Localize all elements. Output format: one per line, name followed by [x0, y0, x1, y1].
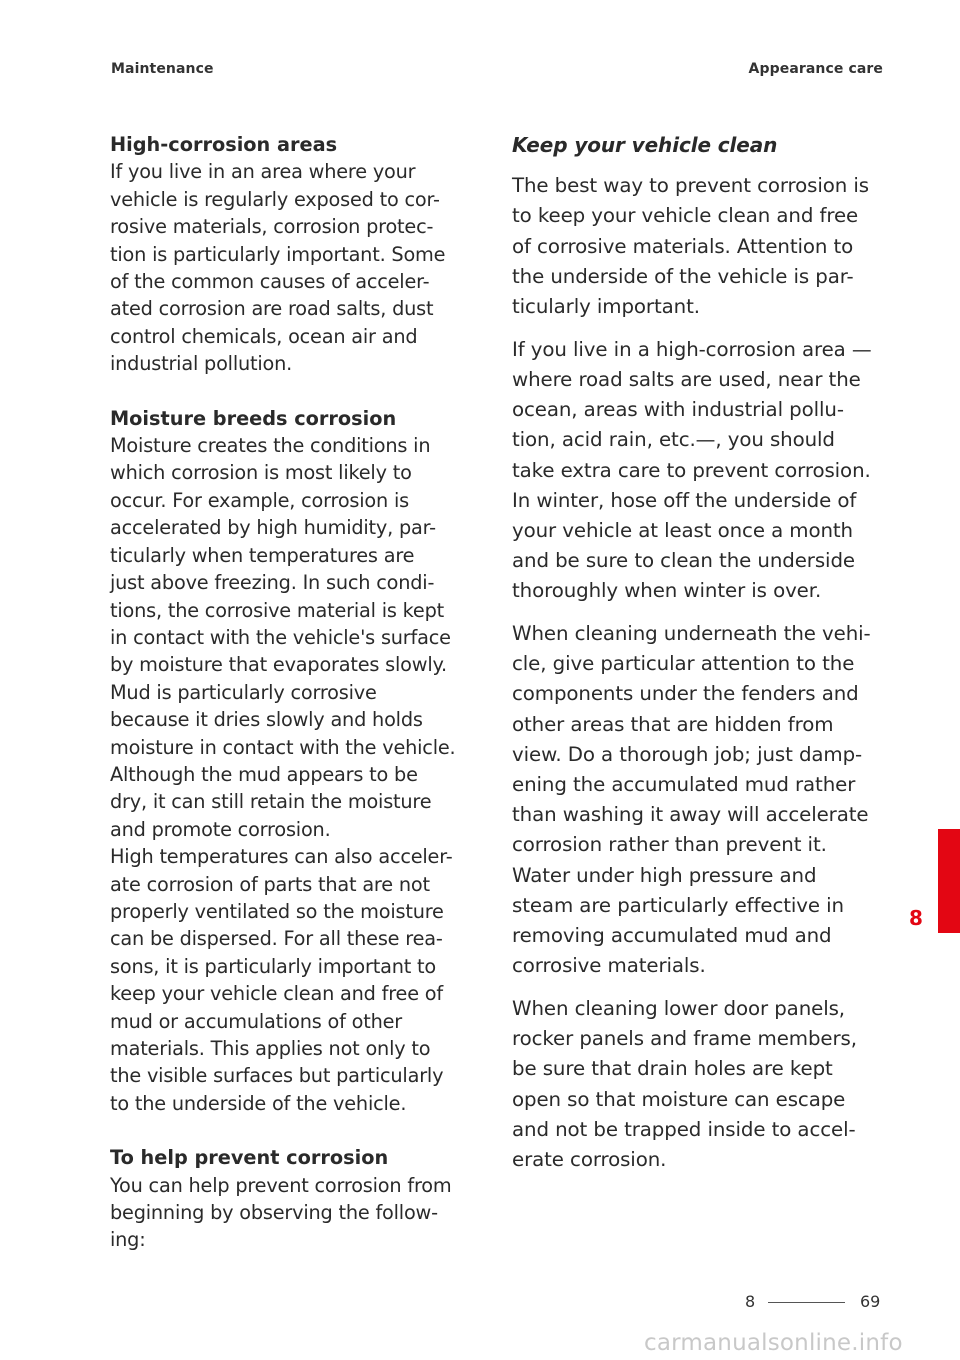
section-heading: Moisture breeds corrosion [110, 406, 397, 430]
body-line: the underside of the vehicle is par- [512, 264, 854, 288]
body-line: to keep your vehicle clean and free [512, 204, 859, 228]
body-line: to the underside of the vehicle. [110, 1091, 407, 1115]
body-line: than washing it away will accelerate [512, 803, 869, 827]
body-line: When cleaning underneath the vehi- [512, 622, 871, 646]
body-line: If you live in an area where your [110, 160, 416, 184]
body-line: ocean, areas with industrial pollu- [512, 398, 844, 422]
section-gap [110, 1117, 482, 1144]
body-line: If you live in a high-corrosion area — [512, 337, 872, 361]
body-line: erate corrosion. [512, 1148, 667, 1171]
footer-divider [768, 1302, 845, 1303]
body-line: which corrosion is most likely to [110, 461, 412, 485]
body-line: Water under high pressure and [512, 863, 817, 887]
body-line: occur. For example, corrosion is [110, 488, 409, 512]
body-line: keep your vehicle clean and free of [110, 982, 443, 1006]
chapter-tab-number: 8 [909, 906, 923, 930]
body-line: take extra care to prevent corrosion. [512, 458, 871, 482]
watermark: carmanualsonline.info [644, 1330, 903, 1356]
left-column [110, 131, 482, 1254]
paragraph [512, 171, 887, 322]
body-line: properly ventilated so the moisture [110, 899, 444, 923]
body-line: mud or accumulations of other [110, 1009, 403, 1033]
section-gap [110, 378, 482, 405]
body-line: open so that moisture can escape [512, 1087, 846, 1111]
body-line: view. Do a thorough job; just damp- [512, 742, 863, 766]
body-line: other areas that are hidden from [512, 712, 834, 736]
body-line: by moisture that evaporates slowly. [110, 653, 447, 677]
body-line: moisture in contact with the vehicle. [110, 735, 456, 759]
body-line: ated corrosion are road salts, dust [110, 297, 434, 321]
body-line: thoroughly when winter is over. [512, 579, 822, 603]
paragraph [512, 619, 887, 981]
right-column [512, 130, 887, 1188]
body-line: corrosion rather than prevent it. [512, 833, 827, 857]
body-line: tions, the corrosive material is kept [110, 598, 444, 622]
section-heading: To help prevent corrosion [110, 1146, 389, 1170]
body-line: In winter, hose off the underside of [512, 488, 857, 512]
body-line: ate corrosion of parts that are not [110, 872, 430, 896]
section-title: Keep your vehicle clean [512, 133, 778, 157]
paragraph [512, 994, 887, 1175]
body-line: sons, it is particularly important to [110, 954, 437, 978]
body-line: and not be trapped inside to accel- [512, 1117, 856, 1141]
section-heading: High-corrosion areas [110, 133, 338, 156]
body-line: rosive materials, corrosion protec- [110, 215, 434, 239]
body-line: Mud is particularly corrosive [110, 680, 377, 704]
body-line: The best way to prevent corrosion is [512, 174, 869, 198]
body-line: where road salts are used, near the [512, 367, 861, 391]
footer-page-number: 69 [860, 1292, 881, 1311]
body-line: be sure that drain holes are kept [512, 1057, 833, 1081]
body-line: You can help prevent corrosion from [110, 1173, 452, 1197]
body-line: corrosive materials. [512, 954, 706, 978]
body-line: your vehicle at least once a month [512, 518, 853, 542]
body-line: of the common causes of acceler- [110, 270, 430, 294]
body-line: and promote corrosion. [110, 817, 331, 841]
body-line: ening the accumulated mud rather [512, 773, 856, 797]
body-line: rocker panels and frame members, [512, 1027, 857, 1051]
body-line: beginning by observing the follow- [110, 1201, 438, 1225]
running-header-topic: Appearance care [748, 61, 883, 77]
body-line: materials. This applies not only to [110, 1037, 431, 1060]
body-line: of corrosive materials. Attention to [512, 234, 854, 258]
body-line: accelerated by high humidity, par- [110, 516, 436, 540]
body-line: ing: [110, 1228, 146, 1252]
body-line: control chemicals, ocean air and [110, 324, 418, 348]
body-line: steam are particularly effective in [512, 893, 844, 917]
body-line: When cleaning lower door panels, [512, 996, 845, 1020]
paragraph [512, 335, 887, 607]
body-line: and be sure to clean the underside [512, 549, 855, 573]
body-line: High temperatures can also acceler- [110, 845, 453, 869]
body-line: Although the mud appears to be [110, 762, 418, 786]
body-line: industrial pollution. [110, 352, 293, 376]
body-line: ticularly when temperatures are [110, 543, 415, 567]
body-line: ticularly important. [512, 295, 700, 319]
body-line: components under the fenders and [512, 682, 859, 706]
body-line: just above freezing. In such condi- [110, 571, 435, 595]
body-line: vehicle is regularly exposed to cor- [110, 187, 440, 211]
body-line: tion is particularly important. Some [110, 242, 446, 266]
body-line: dry, it can still retain the moisture [110, 790, 432, 814]
body-line: the visible surfaces but particularly [110, 1064, 444, 1088]
body-line: Moisture creates the conditions in [110, 434, 431, 458]
body-line: because it dries slowly and holds [110, 708, 423, 732]
chapter-tab [938, 829, 960, 933]
footer-chapter-number: 8 [745, 1292, 756, 1311]
body-line: in contact with the vehicle's surface [110, 625, 451, 649]
body-line: tion, acid rain, etc.—, you should [512, 428, 835, 452]
body-line: can be dispersed. For all these rea- [110, 927, 443, 951]
body-line: cle, give particular attention to the [512, 652, 855, 676]
body-line: removing accumulated mud and [512, 924, 832, 948]
running-header-section: Maintenance [111, 61, 214, 77]
